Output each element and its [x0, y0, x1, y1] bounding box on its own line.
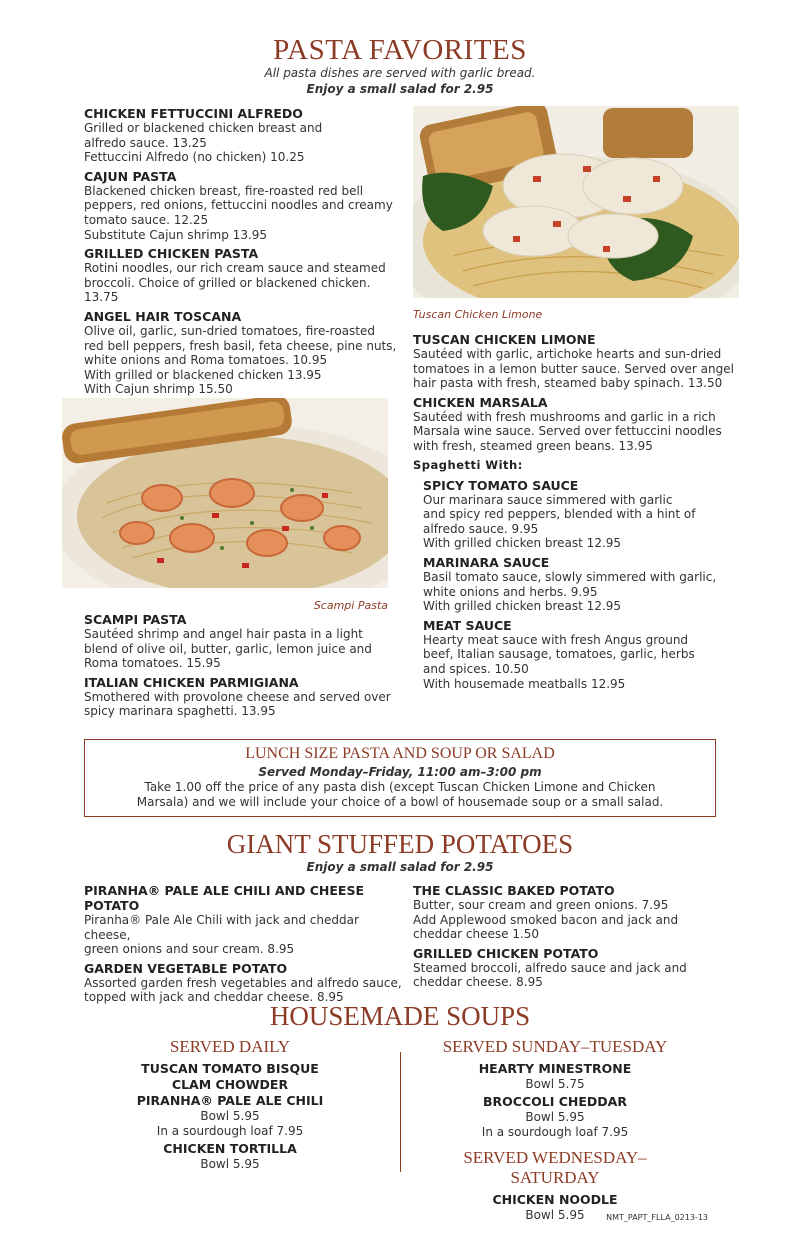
menu-item-desc: Blackened chicken breast, fire-roasted red bell peppers, red onions, fettuccini noodles and creamy tomato sauce. 12.25 Substitute Cajun shrimp 13.95	[84, 183, 393, 242]
scampi-pasta-illustration	[62, 398, 388, 588]
potatoes-left-list	[84, 883, 404, 1009]
potatoes-salad-note: Enjoy a small salad for 2.95	[306, 860, 494, 874]
soup-price: Bowl 5.95	[525, 1208, 585, 1222]
lunch-special-box	[84, 739, 716, 817]
tuscan-chicken-limone-photo	[413, 106, 739, 298]
menu-item-desc: Olive oil, garlic, sun-dried tomatoes, fire-roasted red bell peppers, fresh basil, feta cheese, pine nuts, white onions and Roma tomatoes. 10.95 With grilled or blackened chicken 13.95 With Cajun shrimp 15.50	[84, 323, 397, 397]
menu-item-desc: Basil tomato sauce, slowly simmered with garlic, white onions and herbs. 9.95 With grilled chicken breast 12.95	[423, 569, 717, 614]
menu-item	[84, 169, 404, 242]
soups-sun-tue-heading: SERVED SUNDAY–TUESDAY	[442, 1037, 668, 1056]
menu-item	[423, 478, 743, 551]
soups-daily-heading: SERVED DAILY	[169, 1037, 291, 1056]
menu-item-desc: Rotini noodles, our rich cream sauce and steamed broccoli. Choice of grilled or blackened chicken. 13.75	[84, 261, 386, 305]
menu-item-name: ITALIAN CHICKEN PARMIGIANA	[84, 674, 299, 690]
scampi-pasta-caption: Scampi Pasta	[313, 599, 388, 612]
menu-item-desc: Grilled or blackened chicken breast and alfredo sauce. 13.25 Fettuccini Alfredo (no chicken) 10.25	[84, 121, 323, 165]
menu-item	[84, 961, 404, 1005]
menu-item-name: ANGEL HAIR TOSCANA	[84, 308, 242, 324]
menu-item	[84, 309, 404, 397]
menu-item	[84, 612, 404, 671]
potatoes-title: GIANT STUFFED POTATOES	[226, 829, 574, 859]
tuscan-chicken-illustration	[413, 106, 739, 298]
soup-price: In a sourdough loaf 7.95	[156, 1124, 304, 1138]
menu-item	[84, 106, 404, 165]
soup-name: BROCCOLI CHEDDAR	[483, 1094, 627, 1109]
menu-item-desc: Sautéed with fresh mushrooms and garlic in a rich Marsala wine sauce. Served over fettuccini noodles with fresh, steamed green beans. 13.95	[413, 409, 722, 453]
soup-price: Bowl 5.95	[200, 1157, 260, 1171]
menu-item	[413, 395, 743, 454]
menu-item-name: CHICKEN FETTUCCINI ALFREDO	[84, 106, 303, 121]
menu-item-desc: Butter, sour cream and green onions. 7.95 Add Applewood smoked bacon and jack and cheddar cheese 1.50	[413, 898, 679, 942]
soup-name: HEARTY MINESTRONE	[478, 1061, 632, 1076]
pasta-garlic-bread-note: All pasta dishes are served with garlic bread.	[264, 66, 536, 80]
menu-item-name: TUSCAN CHICKEN LIMONE	[413, 332, 596, 347]
soup-name: CHICKEN NOODLE	[492, 1192, 618, 1207]
soup-item	[120, 1093, 340, 1139]
menu-item-name: GRILLED CHICKEN PASTA	[84, 246, 259, 262]
soup-item	[120, 1061, 340, 1077]
soups-wed-sat-heading: SERVED WEDNESDAY–SATURDAY	[463, 1148, 647, 1187]
soup-item	[420, 1061, 690, 1092]
menu-item	[423, 618, 743, 691]
menu-item-name: MEAT SAUCE	[423, 617, 512, 633]
menu-item-desc: Steamed broccoli, alfredo sauce and jack and cheddar cheese. 8.95	[413, 960, 687, 990]
soup-item	[120, 1141, 340, 1172]
menu-item	[84, 246, 404, 305]
menu-item	[413, 946, 733, 990]
menu-item	[84, 675, 404, 719]
menu-item-desc: Sautéed with garlic, artichoke hearts and sun-dried tomatoes in a lemon butter sauce. Served over angel hair pasta with fresh, steamed baby spinach. 13.50	[413, 347, 734, 391]
soup-name: CHICKEN TORTILLA	[163, 1141, 297, 1156]
soup-price: Bowl 5.95	[525, 1110, 585, 1124]
soup-name: TUSCAN TOMATO BISQUE	[141, 1061, 319, 1076]
lunch-special-desc: Take 1.00 off the price of any pasta dish (except Tuscan Chicken Limone and Chicken Marsala) and we will include your choice of a bowl of housemade soup or a small salad.	[136, 780, 664, 809]
menu-item	[84, 883, 404, 957]
soup-price: Bowl 5.95	[200, 1109, 260, 1123]
menu-item-name: PIRANHA® PALE ALE CHILI AND CHEESE POTATO	[84, 883, 365, 913]
menu-item	[423, 555, 743, 614]
soups-title: HOUSEMADE SOUPS	[269, 1001, 531, 1031]
menu-item	[413, 883, 733, 942]
soup-item	[120, 1077, 340, 1093]
soups-sun-tue-column	[420, 1037, 690, 1223]
soup-name: PIRANHA® PALE ALE CHILI	[136, 1093, 324, 1108]
soup-item	[420, 1094, 690, 1140]
menu-item-desc: Our marinara sauce simmered with garlic and spicy red peppers, blended with a hint of alfredo sauce. 9.95 With grilled chicken breast 12.95	[423, 492, 696, 551]
menu-item-name: SCAMPI PASTA	[84, 612, 187, 627]
pasta-salad-note: Enjoy a small salad for 2.95	[306, 82, 494, 96]
scampi-pasta-photo	[62, 398, 388, 588]
lunch-special-title: LUNCH SIZE PASTA AND SOUP OR SALAD	[245, 745, 555, 762]
soups-daily-column	[120, 1037, 340, 1172]
potatoes-right-list	[413, 883, 733, 994]
lunch-special-hours: Served Monday–Friday, 11:00 am–3:00 pm	[258, 765, 542, 779]
soup-name: CLAM CHOWDER	[171, 1077, 289, 1092]
menu-item-name: MARINARA SAUCE	[423, 554, 550, 570]
soup-price: Bowl 5.75	[525, 1077, 585, 1091]
spaghetti-with-heading: Spaghetti With:	[413, 457, 523, 472]
menu-item-name: CAJUN PASTA	[84, 168, 177, 184]
pasta-left-bottom-list	[84, 612, 404, 723]
pasta-title: PASTA FAVORITES	[273, 34, 527, 66]
menu-item	[413, 332, 743, 391]
menu-item-desc: Smothered with provolone cheese and served over spicy marinara spaghetti. 13.95	[84, 689, 391, 719]
menu-item-name: GARDEN VEGETABLE POTATO	[84, 960, 288, 976]
menu-item-name: CHICKEN MARSALA	[413, 394, 548, 410]
menu-item-name: SPICY TOMATO SAUCE	[423, 477, 579, 493]
menu-item-name: GRILLED CHICKEN POTATO	[413, 945, 599, 961]
footer-code: NMT_PAPT_FLLA_0213-13	[606, 1213, 708, 1222]
menu-item-desc: Hearty meat sauce with fresh Angus ground beef, Italian sausage, tomatoes, garlic, herbs and spices. 10.50 With housemade meatballs 12.95	[423, 632, 695, 691]
soups-divider	[400, 1052, 401, 1172]
spaghetti-list	[413, 478, 743, 692]
menu-item-name: THE CLASSIC BAKED POTATO	[413, 883, 615, 898]
tuscan-chicken-limone-caption: Tuscan Chicken Limone	[413, 308, 543, 321]
menu-item-desc: Assorted garden fresh vegetables and alfredo sauce, topped with jack and cheddar cheese. 8.95	[84, 975, 402, 1005]
soup-price: In a sourdough loaf 7.95	[481, 1125, 629, 1139]
menu-item-desc: Sautéed shrimp and angel hair pasta in a light blend of olive oil, butter, garlic, lemon juice and Roma tomatoes. 15.95	[84, 627, 372, 671]
pasta-right-list	[413, 332, 743, 695]
pasta-left-top-list	[84, 106, 404, 401]
menu-item-desc: Piranha® Pale Ale Chili with jack and cheddar cheese, green onions and sour cream. 8.95	[84, 913, 359, 957]
